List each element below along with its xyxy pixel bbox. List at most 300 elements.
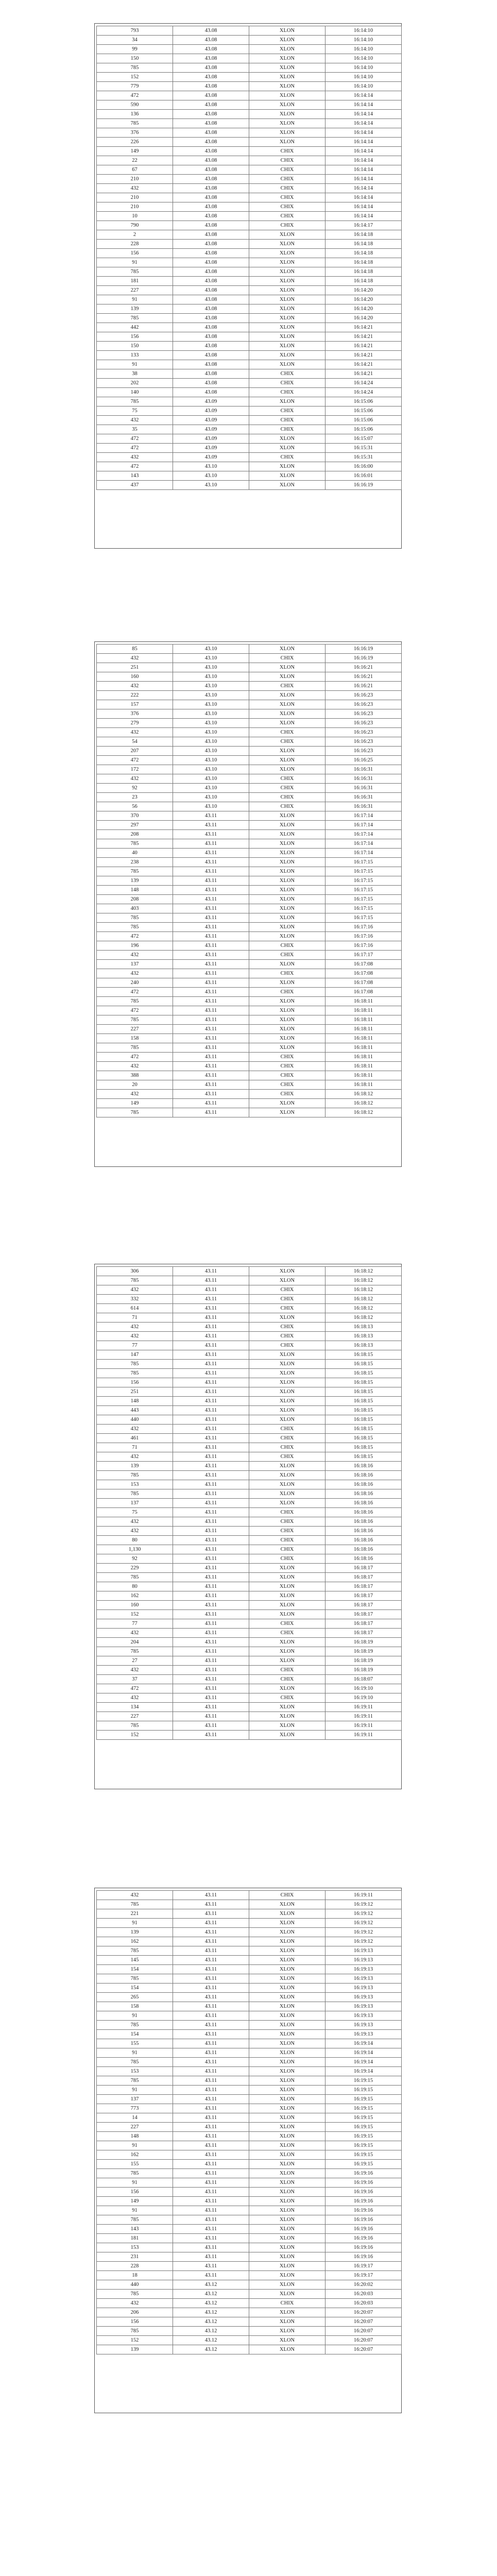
table-row bbox=[97, 165, 402, 175]
trade-volume-cell: 432 bbox=[97, 682, 173, 691]
trade-volume-cell: 143 bbox=[97, 2225, 173, 2234]
trade-price-cell: 43.11 bbox=[173, 2113, 249, 2123]
trade-time-cell: 16:19:13 bbox=[325, 1965, 402, 1974]
table-row bbox=[97, 277, 402, 286]
trade-price-cell: 43.11 bbox=[173, 2086, 249, 2095]
trade-volume-cell: 227 bbox=[97, 286, 173, 295]
trade-venue-cell: XLON bbox=[249, 1415, 325, 1425]
trade-volume-cell: 432 bbox=[97, 1425, 173, 1434]
table-row bbox=[97, 481, 402, 490]
trade-volume-cell: 785 bbox=[97, 1043, 173, 1053]
trade-time-cell: 16:16:19 bbox=[325, 481, 402, 490]
trade-price-cell: 43.11 bbox=[173, 1573, 249, 1582]
trade-volume-cell: 785 bbox=[97, 1489, 173, 1499]
trade-time-cell: 16:19:13 bbox=[325, 1946, 402, 1956]
trade-volume-cell: 137 bbox=[97, 1499, 173, 1508]
trade-price-cell: 43.08 bbox=[173, 165, 249, 175]
table-row bbox=[97, 1937, 402, 1946]
trade-time-cell: 16:19:10 bbox=[325, 1693, 402, 1703]
trade-time-cell: 16:19:16 bbox=[325, 2169, 402, 2178]
trade-price-cell: 43.08 bbox=[173, 63, 249, 73]
trade-volume-cell: 91 bbox=[97, 258, 173, 267]
trade-time-cell: 16:18:11 bbox=[325, 1025, 402, 1034]
trade-venue-cell: CHIX bbox=[249, 1536, 325, 1545]
trade-price-cell: 43.11 bbox=[173, 913, 249, 923]
trade-volume-cell: 139 bbox=[97, 876, 173, 886]
trade-price-cell: 43.11 bbox=[173, 1993, 249, 2002]
trade-time-cell: 16:14:20 bbox=[325, 286, 402, 295]
trade-venue-cell: XLON bbox=[249, 1099, 325, 1108]
trade-venue-cell: XLON bbox=[249, 110, 325, 119]
trade-venue-cell: CHIX bbox=[249, 1517, 325, 1527]
trade-venue-cell: XLON bbox=[249, 351, 325, 360]
table-row bbox=[97, 1397, 402, 1406]
trade-price-cell: 43.11 bbox=[173, 1387, 249, 1397]
trade-venue-cell: CHIX bbox=[249, 1508, 325, 1517]
table-row bbox=[97, 2104, 402, 2113]
trade-price-cell: 43.09 bbox=[173, 406, 249, 416]
table-row bbox=[97, 2243, 402, 2252]
trade-price-cell: 43.11 bbox=[173, 821, 249, 830]
table-row bbox=[97, 1928, 402, 1937]
trade-volume-cell: 403 bbox=[97, 904, 173, 913]
trade-time-cell: 16:15:07 bbox=[325, 434, 402, 444]
trade-volume-cell: 432 bbox=[97, 654, 173, 663]
table-row bbox=[97, 2048, 402, 2058]
trade-volume-cell: 156 bbox=[97, 1378, 173, 1387]
table-row bbox=[97, 728, 402, 737]
trade-time-cell: 16:20:07 bbox=[325, 2308, 402, 2317]
table-row bbox=[97, 774, 402, 784]
trade-price-cell: 43.11 bbox=[173, 1043, 249, 1053]
trade-volume-cell: 306 bbox=[97, 1267, 173, 1276]
trade-volume-cell: 432 bbox=[97, 951, 173, 960]
trade-time-cell: 16:19:15 bbox=[325, 2160, 402, 2169]
trade-time-cell: 16:18:15 bbox=[325, 1350, 402, 1360]
trade-price-cell: 43.11 bbox=[173, 1984, 249, 1993]
table-row bbox=[97, 1090, 402, 1099]
trade-venue-cell: XLON bbox=[249, 1900, 325, 1909]
trade-venue-cell: XLON bbox=[249, 1946, 325, 1956]
trade-time-cell: 16:19:15 bbox=[325, 2076, 402, 2086]
trade-time-cell: 16:14:14 bbox=[325, 156, 402, 165]
table-row bbox=[97, 2327, 402, 2336]
trade-time-cell: 16:18:17 bbox=[325, 1573, 402, 1582]
trade-volume-cell: 156 bbox=[97, 332, 173, 342]
trade-venue-cell: CHIX bbox=[249, 406, 325, 416]
trade-time-cell: 16:15:06 bbox=[325, 425, 402, 434]
table-row bbox=[97, 2150, 402, 2160]
trade-volume-cell: 137 bbox=[97, 2095, 173, 2104]
trade-venue-cell: CHIX bbox=[249, 1080, 325, 1090]
trade-venue-cell: CHIX bbox=[249, 941, 325, 951]
trade-volume-cell: 432 bbox=[97, 1452, 173, 1462]
table-row bbox=[97, 73, 402, 82]
trade-time-cell: 16:14:21 bbox=[325, 351, 402, 360]
trade-venue-cell: CHIX bbox=[249, 1425, 325, 1434]
table-row bbox=[97, 2299, 402, 2308]
trade-price-cell: 43.08 bbox=[173, 147, 249, 156]
trade-time-cell: 16:19:11 bbox=[325, 1731, 402, 1740]
trade-venue-cell: XLON bbox=[249, 978, 325, 988]
trade-time-cell: 16:14:21 bbox=[325, 360, 402, 369]
trade-time-cell: 16:19:13 bbox=[325, 2021, 402, 2030]
trade-venue-cell: XLON bbox=[249, 1656, 325, 1666]
trade-venue-cell: XLON bbox=[249, 1601, 325, 1610]
trade-time-cell: 16:18:17 bbox=[325, 1564, 402, 1573]
trade-time-cell: 16:19:10 bbox=[325, 1684, 402, 1693]
trade-price-cell: 43.10 bbox=[173, 765, 249, 774]
trade-volume-cell: 67 bbox=[97, 165, 173, 175]
trade-time-cell: 16:18:11 bbox=[325, 1080, 402, 1090]
trade-price-cell: 43.11 bbox=[173, 1090, 249, 1099]
trade-price-cell: 43.11 bbox=[173, 1341, 249, 1350]
trade-price-cell: 43.08 bbox=[173, 128, 249, 138]
trade-venue-cell: XLON bbox=[249, 1684, 325, 1693]
table-row bbox=[97, 1378, 402, 1387]
trade-volume-cell: 222 bbox=[97, 691, 173, 700]
trade-time-cell: 16:14:14 bbox=[325, 212, 402, 221]
table-row bbox=[97, 2058, 402, 2067]
trade-venue-cell: XLON bbox=[249, 2141, 325, 2150]
trade-price-cell: 43.11 bbox=[173, 1684, 249, 1693]
trade-price-cell: 43.11 bbox=[173, 1304, 249, 1313]
trade-price-cell: 43.11 bbox=[173, 1406, 249, 1415]
trade-price-cell: 43.10 bbox=[173, 737, 249, 747]
trade-time-cell: 16:16:01 bbox=[325, 471, 402, 481]
trade-time-cell: 16:19:17 bbox=[325, 2271, 402, 2280]
trade-volume-cell: 773 bbox=[97, 2104, 173, 2113]
table-row bbox=[97, 1656, 402, 1666]
trade-time-cell: 16:15:06 bbox=[325, 397, 402, 406]
trade-volume-cell: 432 bbox=[97, 1527, 173, 1536]
trade-volume-cell: 785 bbox=[97, 1276, 173, 1285]
trade-price-cell: 43.11 bbox=[173, 1471, 249, 1480]
trade-price-cell: 43.08 bbox=[173, 184, 249, 193]
trade-time-cell: 16:18:16 bbox=[325, 1545, 402, 1554]
trade-venue-cell: XLON bbox=[249, 1638, 325, 1647]
trade-volume-cell: 152 bbox=[97, 1731, 173, 1740]
trade-time-cell: 16:18:13 bbox=[325, 1323, 402, 1332]
trade-price-cell: 43.11 bbox=[173, 1928, 249, 1937]
trade-venue-cell: XLON bbox=[249, 1965, 325, 1974]
trade-price-cell: 43.11 bbox=[173, 1619, 249, 1629]
trade-price-cell: 43.08 bbox=[173, 258, 249, 267]
trade-venue-cell: CHIX bbox=[249, 1304, 325, 1313]
trade-venue-cell: CHIX bbox=[249, 1545, 325, 1554]
table-row bbox=[97, 2067, 402, 2076]
trade-venue-cell: XLON bbox=[249, 1721, 325, 1731]
trade-price-cell: 43.12 bbox=[173, 2336, 249, 2345]
trade-time-cell: 16:14:14 bbox=[325, 165, 402, 175]
table-row bbox=[97, 1508, 402, 1517]
trade-venue-cell: XLON bbox=[249, 830, 325, 839]
table-row bbox=[97, 654, 402, 663]
trade-price-cell: 43.11 bbox=[173, 1703, 249, 1712]
table-row bbox=[97, 2234, 402, 2243]
trade-time-cell: 16:19:15 bbox=[325, 2113, 402, 2123]
trade-volume-cell: 785 bbox=[97, 2076, 173, 2086]
trade-volume-cell: 221 bbox=[97, 1909, 173, 1919]
trade-volume-cell: 785 bbox=[97, 839, 173, 849]
trade-price-cell: 43.10 bbox=[173, 793, 249, 802]
table-row bbox=[97, 784, 402, 793]
trade-venue-cell: CHIX bbox=[249, 1295, 325, 1304]
trade-time-cell: 16:19:11 bbox=[325, 1703, 402, 1712]
trade-venue-cell: XLON bbox=[249, 2234, 325, 2243]
trade-venue-cell: XLON bbox=[249, 63, 325, 73]
trade-time-cell: 16:19:12 bbox=[325, 1919, 402, 1928]
trade-volume-cell: 376 bbox=[97, 709, 173, 719]
trade-volume-cell: 332 bbox=[97, 1295, 173, 1304]
trade-venue-cell: CHIX bbox=[249, 1452, 325, 1462]
trade-volume-cell: 27 bbox=[97, 1656, 173, 1666]
trade-volume-cell: 156 bbox=[97, 249, 173, 258]
trade-time-cell: 16:18:16 bbox=[325, 1480, 402, 1489]
trade-venue-cell: CHIX bbox=[249, 1619, 325, 1629]
trade-venue-cell: CHIX bbox=[249, 737, 325, 747]
trade-time-cell: 16:14:14 bbox=[325, 91, 402, 100]
trade-price-cell: 43.11 bbox=[173, 1582, 249, 1591]
trade-price-cell: 43.11 bbox=[173, 1071, 249, 1080]
trade-venue-cell: CHIX bbox=[249, 1675, 325, 1684]
table-row bbox=[97, 295, 402, 304]
trade-price-cell: 43.11 bbox=[173, 2021, 249, 2030]
table-row bbox=[97, 45, 402, 54]
table-row bbox=[97, 895, 402, 904]
trade-volume-cell: 432 bbox=[97, 1323, 173, 1332]
trade-time-cell: 16:18:16 bbox=[325, 1517, 402, 1527]
trade-volume-cell: 92 bbox=[97, 1554, 173, 1564]
trade-venue-cell: XLON bbox=[249, 138, 325, 147]
trade-time-cell: 16:14:14 bbox=[325, 184, 402, 193]
trade-volume-cell: 793 bbox=[97, 26, 173, 36]
trade-price-cell: 43.08 bbox=[173, 45, 249, 54]
trade-volume-cell: 156 bbox=[97, 2317, 173, 2327]
trade-price-cell: 43.11 bbox=[173, 1536, 249, 1545]
trade-time-cell: 16:16:21 bbox=[325, 682, 402, 691]
trade-price-cell: 43.08 bbox=[173, 369, 249, 379]
trade-venue-cell: CHIX bbox=[249, 165, 325, 175]
trade-venue-cell: XLON bbox=[249, 1406, 325, 1415]
table-row bbox=[97, 212, 402, 221]
trade-venue-cell: XLON bbox=[249, 249, 325, 258]
trade-volume-cell: 432 bbox=[97, 1693, 173, 1703]
trade-price-cell: 43.11 bbox=[173, 1956, 249, 1965]
table-row bbox=[97, 1332, 402, 1341]
trade-time-cell: 16:14:14 bbox=[325, 175, 402, 184]
trade-price-cell: 43.11 bbox=[173, 997, 249, 1006]
trade-time-cell: 16:15:06 bbox=[325, 406, 402, 416]
trade-venue-cell: CHIX bbox=[249, 453, 325, 462]
table-row bbox=[97, 1434, 402, 1443]
trade-time-cell: 16:17:15 bbox=[325, 886, 402, 895]
trade-volume-cell: 297 bbox=[97, 821, 173, 830]
trade-price-cell: 43.11 bbox=[173, 1323, 249, 1332]
table-row bbox=[97, 1406, 402, 1415]
trade-volume-cell: 785 bbox=[97, 923, 173, 932]
table-row bbox=[97, 2215, 402, 2225]
table-row bbox=[97, 802, 402, 811]
table-row bbox=[97, 462, 402, 471]
trade-venue-cell: CHIX bbox=[249, 1090, 325, 1099]
trade-price-cell: 43.11 bbox=[173, 1369, 249, 1378]
trade-price-cell: 43.11 bbox=[173, 886, 249, 895]
trade-volume-cell: 207 bbox=[97, 747, 173, 756]
trade-volume-cell: 153 bbox=[97, 1480, 173, 1489]
table-row bbox=[97, 1517, 402, 1527]
trade-price-cell: 43.11 bbox=[173, 1647, 249, 1656]
table-row bbox=[97, 1489, 402, 1499]
trade-price-cell: 43.11 bbox=[173, 2188, 249, 2197]
trade-volume-cell: 231 bbox=[97, 2252, 173, 2262]
trade-volume-cell: 202 bbox=[97, 379, 173, 388]
table-row bbox=[97, 1712, 402, 1721]
trade-volume-cell: 440 bbox=[97, 2280, 173, 2290]
trade-time-cell: 16:14:18 bbox=[325, 249, 402, 258]
trade-venue-cell: XLON bbox=[249, 811, 325, 821]
trade-time-cell: 16:15:31 bbox=[325, 444, 402, 453]
trade-volume-cell: 149 bbox=[97, 147, 173, 156]
trade-price-cell: 43.11 bbox=[173, 1397, 249, 1406]
trade-price-cell: 43.11 bbox=[173, 978, 249, 988]
trade-time-cell: 16:16:00 bbox=[325, 462, 402, 471]
trade-volume-cell: 148 bbox=[97, 1397, 173, 1406]
trade-time-cell: 16:14:10 bbox=[325, 36, 402, 45]
trade-price-cell: 43.11 bbox=[173, 1517, 249, 1527]
trade-time-cell: 16:20:07 bbox=[325, 2327, 402, 2336]
table-row bbox=[97, 286, 402, 295]
table-row bbox=[97, 1693, 402, 1703]
table-row bbox=[97, 1573, 402, 1582]
trade-time-cell: 16:19:13 bbox=[325, 1984, 402, 1993]
trade-venue-cell: CHIX bbox=[249, 1693, 325, 1703]
trade-time-cell: 16:19:12 bbox=[325, 1928, 402, 1937]
trade-volume-cell: 590 bbox=[97, 100, 173, 110]
trade-venue-cell: CHIX bbox=[249, 1323, 325, 1332]
trade-time-cell: 16:19:16 bbox=[325, 2234, 402, 2243]
trade-price-cell: 43.11 bbox=[173, 1025, 249, 1034]
trade-venue-cell: XLON bbox=[249, 932, 325, 941]
trade-price-cell: 43.11 bbox=[173, 2225, 249, 2234]
table-row bbox=[97, 1891, 402, 1900]
trade-volume-cell: 437 bbox=[97, 481, 173, 490]
table-row bbox=[97, 886, 402, 895]
trade-price-cell: 43.11 bbox=[173, 1415, 249, 1425]
table-row bbox=[97, 360, 402, 369]
trade-price-cell: 43.08 bbox=[173, 138, 249, 147]
trade-venue-cell: CHIX bbox=[249, 1527, 325, 1536]
trade-venue-cell: CHIX bbox=[249, 793, 325, 802]
trade-price-cell: 43.11 bbox=[173, 1891, 249, 1900]
table-row bbox=[97, 821, 402, 830]
trade-volume-cell: 91 bbox=[97, 2206, 173, 2215]
trade-volume-cell: 472 bbox=[97, 444, 173, 453]
trade-volume-cell: 136 bbox=[97, 110, 173, 119]
trade-price-cell: 43.11 bbox=[173, 1601, 249, 1610]
trade-table bbox=[96, 1890, 402, 2354]
trade-time-cell: 16:18:19 bbox=[325, 1666, 402, 1675]
table-row bbox=[97, 2030, 402, 2039]
table-row bbox=[97, 1703, 402, 1712]
trade-time-cell: 16:19:14 bbox=[325, 2058, 402, 2067]
trade-time-cell: 16:18:12 bbox=[325, 1276, 402, 1285]
trade-volume-cell: 785 bbox=[97, 397, 173, 406]
trade-volume-cell: 432 bbox=[97, 1891, 173, 1900]
trade-price-cell: 43.11 bbox=[173, 1629, 249, 1638]
table-row bbox=[97, 756, 402, 765]
trade-price-cell: 43.11 bbox=[173, 2150, 249, 2160]
trade-venue-cell: XLON bbox=[249, 876, 325, 886]
trade-price-cell: 43.10 bbox=[173, 784, 249, 793]
table-row bbox=[97, 923, 402, 932]
table-row bbox=[97, 379, 402, 388]
table-row bbox=[97, 1443, 402, 1452]
table-row bbox=[97, 249, 402, 258]
trade-price-cell: 43.11 bbox=[173, 1276, 249, 1285]
trade-volume-cell: 440 bbox=[97, 1415, 173, 1425]
trade-price-cell: 43.12 bbox=[173, 2345, 249, 2354]
trade-price-cell: 43.08 bbox=[173, 175, 249, 184]
trade-time-cell: 16:19:16 bbox=[325, 2206, 402, 2215]
trade-volume-cell: 20 bbox=[97, 1080, 173, 1090]
trade-venue-cell: XLON bbox=[249, 1015, 325, 1025]
table-row bbox=[97, 811, 402, 821]
trade-price-cell: 43.11 bbox=[173, 1508, 249, 1517]
trade-time-cell: 16:18:17 bbox=[325, 1582, 402, 1591]
trade-venue-cell: CHIX bbox=[249, 156, 325, 165]
trade-volume-cell: 785 bbox=[97, 2021, 173, 2030]
trade-venue-cell: CHIX bbox=[249, 951, 325, 960]
trade-venue-cell: XLON bbox=[249, 1369, 325, 1378]
trade-venue-cell: XLON bbox=[249, 2011, 325, 2021]
trade-volume-cell: 91 bbox=[97, 2048, 173, 2058]
trade-volume-cell: 23 bbox=[97, 793, 173, 802]
table-row bbox=[97, 2076, 402, 2086]
trade-venue-cell: XLON bbox=[249, 2243, 325, 2252]
trade-time-cell: 16:14:18 bbox=[325, 267, 402, 277]
table-row bbox=[97, 2197, 402, 2206]
trade-volume-cell: 160 bbox=[97, 1601, 173, 1610]
trade-volume-cell: 196 bbox=[97, 941, 173, 951]
trade-volume-cell: 785 bbox=[97, 63, 173, 73]
trade-volume-cell: 80 bbox=[97, 1582, 173, 1591]
trade-price-cell: 43.12 bbox=[173, 2299, 249, 2308]
trade-price-cell: 43.11 bbox=[173, 1034, 249, 1043]
table-row bbox=[97, 1341, 402, 1350]
trade-time-cell: 16:16:31 bbox=[325, 784, 402, 793]
table-row bbox=[97, 1601, 402, 1610]
trade-venue-cell: XLON bbox=[249, 1313, 325, 1323]
trade-volume-cell: 91 bbox=[97, 2011, 173, 2021]
trade-venue-cell: XLON bbox=[249, 839, 325, 849]
trade-time-cell: 16:18:19 bbox=[325, 1656, 402, 1666]
trade-table bbox=[96, 644, 402, 1117]
trade-volume-cell: 370 bbox=[97, 811, 173, 821]
table-row bbox=[97, 1425, 402, 1434]
trade-venue-cell: XLON bbox=[249, 2132, 325, 2141]
trade-time-cell: 16:16:31 bbox=[325, 802, 402, 811]
trade-price-cell: 43.09 bbox=[173, 444, 249, 453]
trade-volume-cell: 34 bbox=[97, 36, 173, 45]
trade-price-cell: 43.08 bbox=[173, 212, 249, 221]
trade-time-cell: 16:19:13 bbox=[325, 1956, 402, 1965]
table-row bbox=[97, 230, 402, 240]
trade-volume-cell: 432 bbox=[97, 1332, 173, 1341]
trade-volume-cell: 388 bbox=[97, 1071, 173, 1080]
trade-venue-cell: XLON bbox=[249, 700, 325, 709]
trade-price-cell: 43.11 bbox=[173, 2206, 249, 2215]
